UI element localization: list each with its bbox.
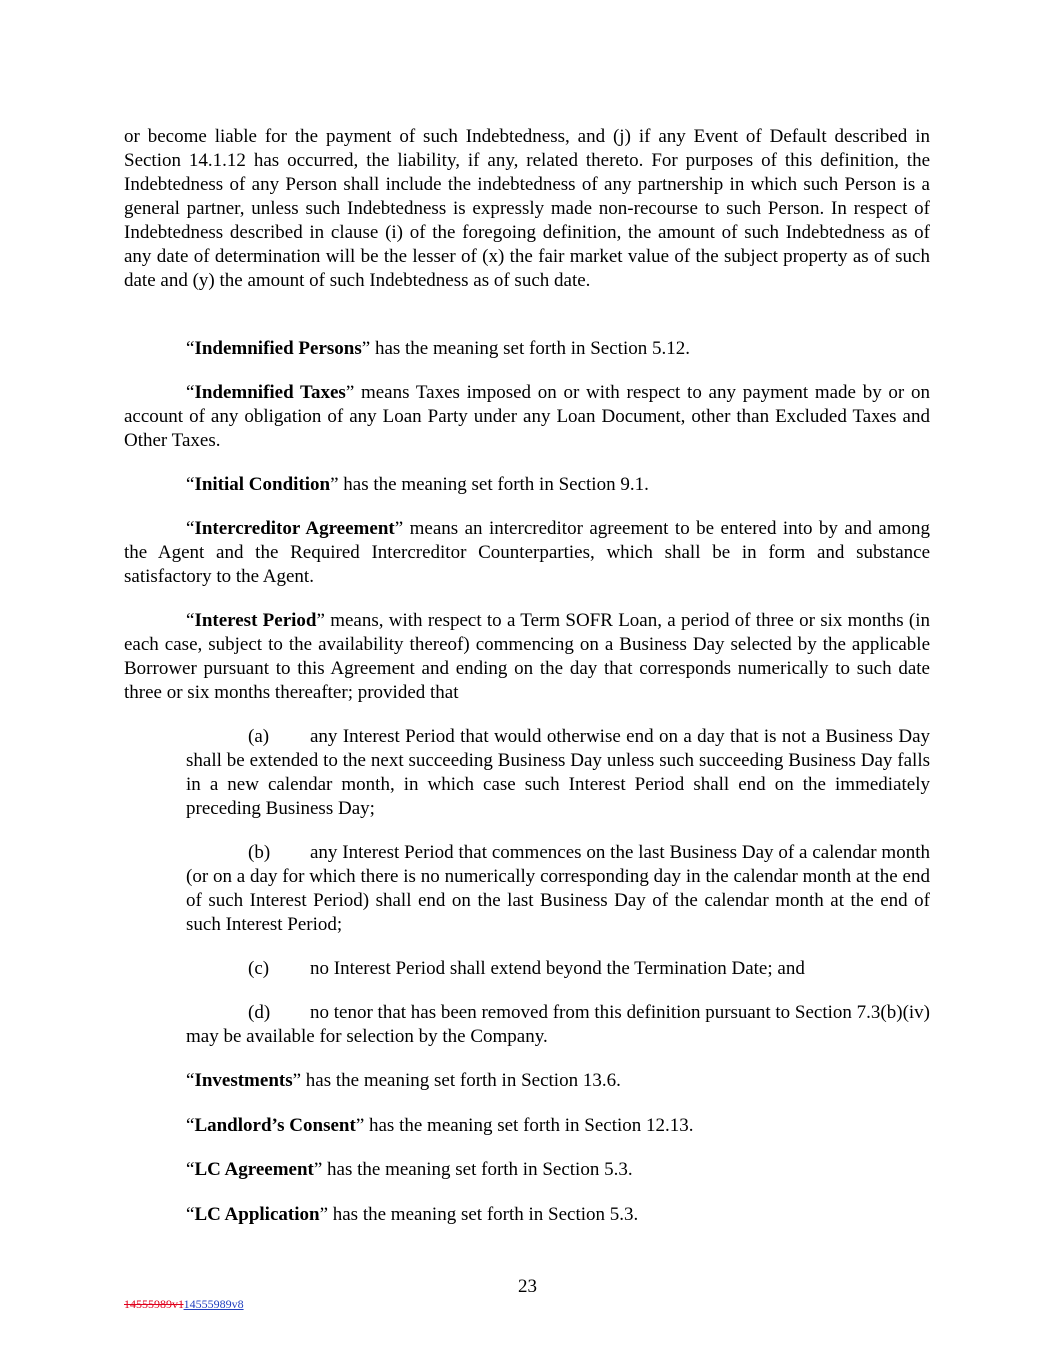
open-quote: “	[186, 1159, 195, 1180]
open-quote: “	[186, 474, 195, 495]
definition-landlords-consent	[124, 1114, 930, 1138]
page-number: 23	[518, 1276, 537, 1297]
clause-text: any Interest Period that commences on the last Business Day of a calendar month (or on a day for which there is no numerically corresponding day in the calendar month at the end of such Interest Period) shall end on the last Business Day of the calendar month at the end of such Interest Period;	[186, 842, 930, 935]
definition-text: ” has the meaning set forth in Section 9.1.	[330, 474, 649, 495]
interest-period-clause-a	[186, 725, 930, 821]
definition-text: ” has the meaning set forth in Section 12.13.	[355, 1115, 694, 1136]
definition-indemnified-taxes	[124, 381, 930, 453]
definition-investments	[124, 1069, 930, 1093]
definition-indemnified-persons	[124, 337, 930, 361]
definition-text: ” has the meaning set forth in Section 5.12.	[361, 338, 690, 359]
open-quote: “	[186, 382, 195, 403]
definition-lc-agreement	[124, 1158, 930, 1182]
open-quote: “	[186, 1070, 195, 1091]
indebtedness-continuation: or become liable for the payment of such Indebtedness, and (j) if any Event of Default described in Section 14.1.12 has occurred, the liability, if any, related thereto. For purposes of this definition, the Indebtedness of any Person shall include the indebtedness of any partnership in which such Person is a general partner, unless such Indebtedness is expressly made non-recourse to such Person. In respect of Indebtedness described in clause (i) of the foregoing definition, the amount of such Indebtedness as of any date of determination will be the lesser of (x) the fair market value of the subject property as of such date and (y) the amount of such Indebtedness as of such date.	[124, 126, 930, 291]
definition-text: ” means Taxes imposed on or with respect to any payment made by or on account of any obligation of any Loan Party under any Loan Document, other than Excluded Taxes and Other Taxes.	[124, 382, 930, 451]
definition-interest-period	[124, 609, 930, 705]
clause-label: (d)	[248, 1002, 271, 1023]
defined-term: Landlord’s Consent	[194, 1115, 356, 1136]
definition-intercreditor-agreement	[124, 517, 930, 589]
definition-text: ” has the meaning set forth in Section 5.3.	[313, 1159, 633, 1180]
clause-label: (a)	[248, 726, 270, 747]
defined-term: Interest Period	[194, 610, 317, 631]
definition-text: ” means, with respect to a Term SOFR Loan, a period of three or six months (in each case, subject to the availability thereof) commencing on a Business Day selected by the applicable Borrower pursuant to this Agreement and ending on the day that corresponds numerically to such date three or six months thereafter; provided that	[124, 610, 930, 703]
definition-text: ” means an intercreditor agreement to be entered into by and among the Agent and the Required Intercreditor Counterparties, which shall be in form and substance satisfactory to the Agent.	[124, 518, 930, 587]
clause-text: no Interest Period shall extend beyond the Termination Date; and	[310, 958, 805, 979]
clause-text: any Interest Period that would otherwise end on a day that is not a Business Day shall be extended to the next succeeding Business Day unless such succeeding Business Day falls in a new calendar month, in which case such Interest Period shall end on the immediately preceding Business Day;	[186, 726, 930, 819]
open-quote: “	[186, 338, 195, 359]
defined-term: Initial Condition	[194, 474, 331, 495]
definition-text: ” has the meaning set forth in Section 13.6.	[292, 1070, 621, 1091]
clause-text: no tenor that has been removed from this definition pursuant to Section 7.3(b)(iv) may be available for selection by the Company.	[186, 1002, 930, 1047]
defined-term: Intercreditor Agreement	[194, 518, 395, 539]
document-id-footer	[124, 1297, 244, 1311]
open-quote: “	[186, 518, 195, 539]
definition-lc-application	[124, 1203, 930, 1227]
document-id-deleted: 14555989v1	[124, 1297, 184, 1311]
interest-period-clause-b	[186, 841, 930, 937]
open-quote: “	[186, 610, 195, 631]
defined-term: LC Agreement	[194, 1159, 314, 1180]
document-id-inserted: 14555989v8	[183, 1297, 244, 1311]
defined-term: LC Application	[194, 1204, 320, 1225]
definition-text: ” has the meaning set forth in Section 5.3.	[319, 1204, 639, 1225]
defined-term: Indemnified Taxes	[194, 382, 346, 403]
interest-period-clause-d	[186, 1001, 930, 1049]
definition-initial-condition	[124, 473, 930, 497]
interest-period-clause-c	[186, 957, 930, 981]
defined-term: Indemnified Persons	[194, 338, 362, 359]
open-quote: “	[186, 1115, 195, 1136]
clause-label: (c)	[248, 958, 270, 979]
open-quote: “	[186, 1204, 195, 1225]
defined-term: Investments	[194, 1070, 293, 1091]
clause-label: (b)	[248, 842, 271, 863]
